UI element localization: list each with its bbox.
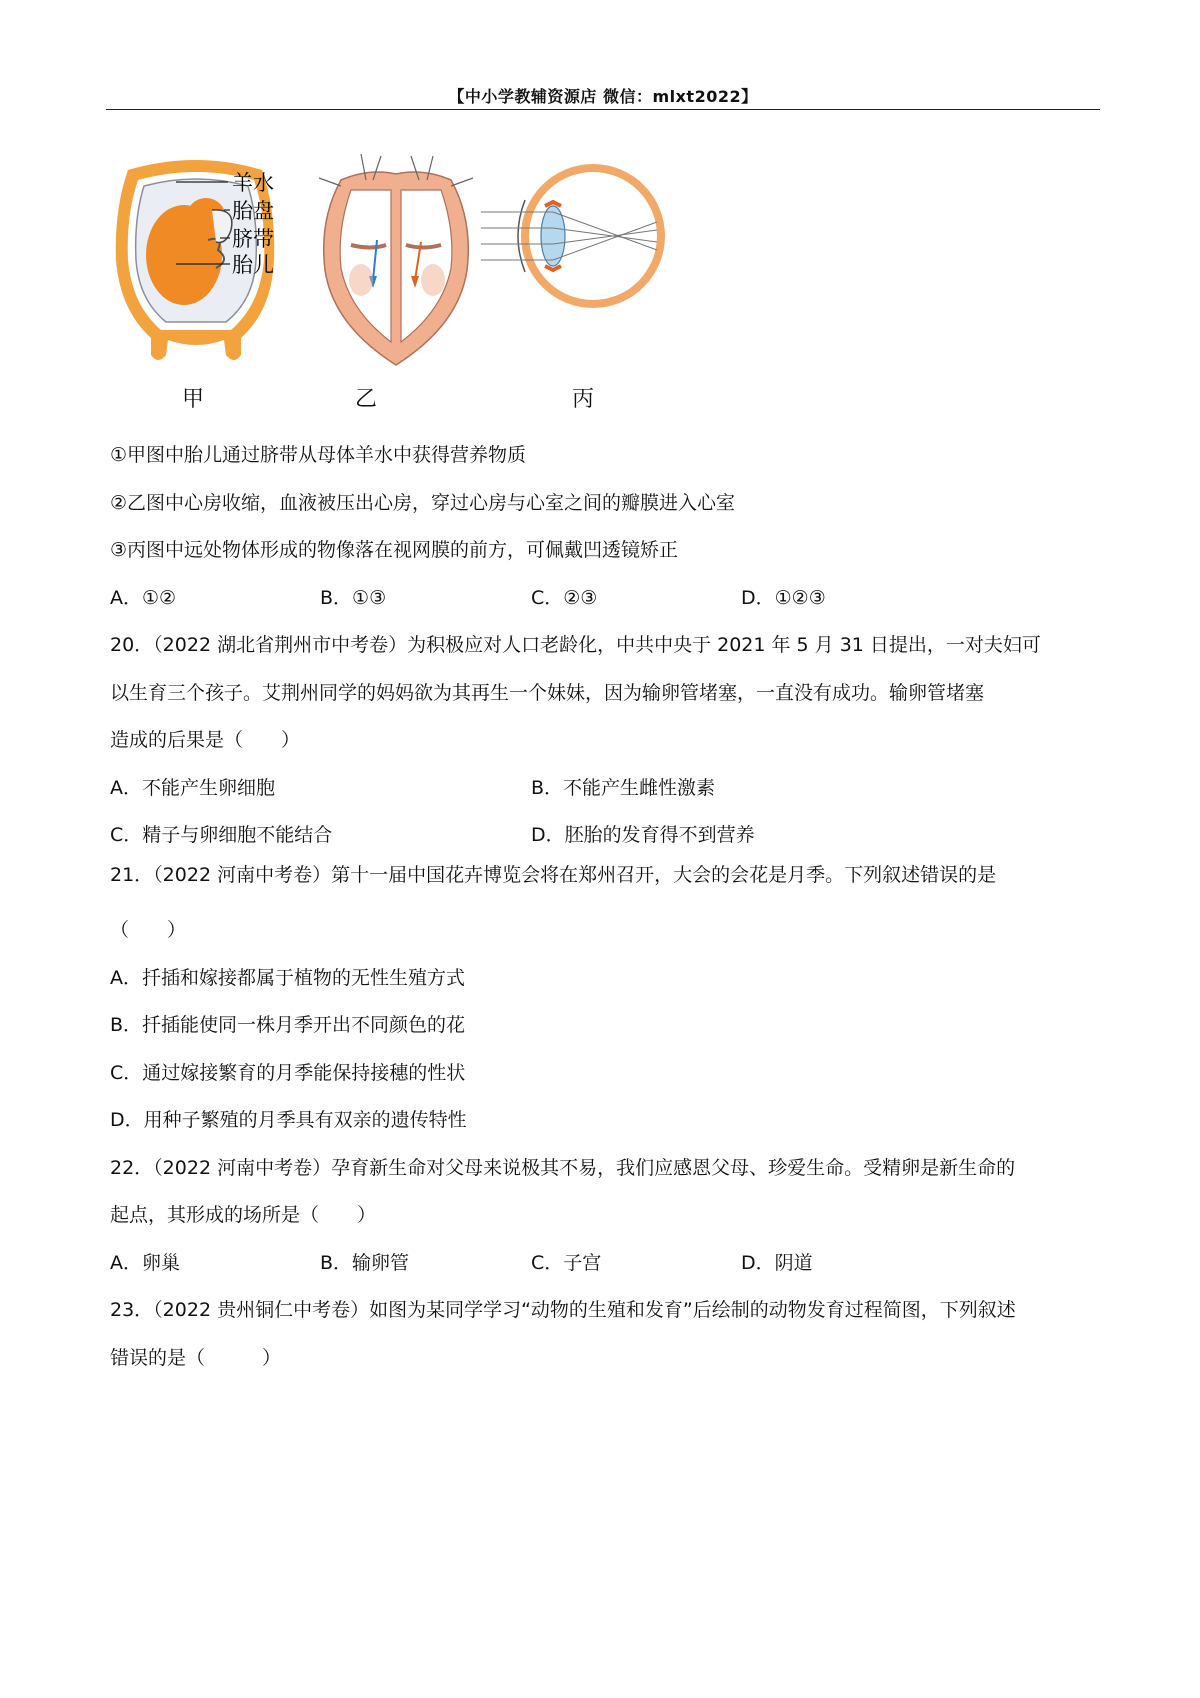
q22-option-c[interactable]: C．子宫 [531, 1252, 602, 1274]
q21-option-d[interactable]: D．用种子繁殖的月季具有双亲的遗传特性 [110, 1109, 467, 1131]
q21-option-c[interactable]: C．通过嫁接繁育的月季能保持接穗的性状 [110, 1062, 466, 1084]
label-placenta: 胎盘 [232, 199, 274, 223]
q23-stem-line-2: 错误的是（ ） [110, 1347, 282, 1369]
uterus-fetus-figure [106, 150, 306, 370]
eye-figure [481, 150, 681, 330]
caption-jia: 甲 [181, 387, 204, 412]
caption-bing: 丙 [571, 387, 594, 412]
caption-yi: 乙 [354, 387, 377, 412]
q22-stem-line-2: 起点，其形成的场所是（ ） [110, 1204, 377, 1226]
header-rule [106, 109, 1100, 110]
q19-statement-2: ②乙图中心房收缩，血液被压出心房，穿过心房与心室之间的瓣膜进入心室 [110, 492, 736, 514]
q21-stem-line-2: （ ） [110, 919, 187, 941]
q20-option-d[interactable]: D．胚胎的发育得不到营养 [531, 824, 755, 846]
q20-option-b[interactable]: B．不能产生雌性激素 [531, 777, 716, 799]
label-umbilical-cord: 脐带 [232, 227, 274, 251]
q19-option-c[interactable]: C．②③ [531, 587, 598, 609]
q22-option-d[interactable]: D．阴道 [741, 1252, 813, 1274]
label-fetus: 胎儿 [232, 253, 274, 277]
q20-option-a[interactable]: A．不能产生卵细胞 [110, 777, 275, 799]
q22-option-a[interactable]: A．卵巢 [110, 1252, 180, 1274]
label-amniotic-fluid: 羊水 [232, 171, 274, 195]
q19-option-a[interactable]: A．①② [110, 587, 177, 609]
q21-option-a[interactable]: A．扦插和嫁接都属于植物的无性生殖方式 [110, 967, 465, 989]
q21-stem-line-1: 21．（2022 河南中考卷）第十一届中国花卉博览会将在郑州召开，大会的会花是月季。下列叙述错误的是 [110, 864, 997, 886]
page-header: 【中小学教辅资源店 微信：mlxt2022】 [448, 87, 758, 106]
q22-option-b[interactable]: B．输卵管 [320, 1252, 410, 1274]
q19-option-b[interactable]: B．①③ [320, 587, 387, 609]
q21-option-b[interactable]: B．扦插能使同一株月季开出不同颜色的花 [110, 1014, 466, 1036]
heart-figure [311, 150, 481, 380]
q20-stem-line-2: 以生育三个孩子。艾荆州同学的妈妈欲为其再生一个妹妹，因为输卵管堵塞，一直没有成功。输卵管堵塞 [110, 682, 985, 704]
q19-statement-3: ③丙图中远处物体形成的物像落在视网膜的前方，可佩戴凹透镜矫正 [110, 539, 679, 561]
q19-statement-1: ①甲图中胎儿通过脐带从母体羊水中获得营养物质 [110, 444, 527, 466]
q20-option-c[interactable]: C．精子与卵细胞不能结合 [110, 824, 333, 846]
q20-stem-line-1: 20．（2022 湖北省荆州市中考卷）为积极应对人口老龄化，中共中央于 2021 年 5 月 31 日提出，一对夫妇可 [110, 634, 1041, 656]
q20-stem-line-3: 造成的后果是（ ） [110, 729, 301, 751]
q19-option-d[interactable]: D．①②③ [741, 587, 826, 609]
q23-stem-line-1: 23．（2022 贵州铜仁中考卷）如图为某同学学习“动物的生殖和发育”后绘制的动物发育过程简图，下列叙述 [110, 1299, 1016, 1321]
q22-stem-line-1: 22．（2022 河南中考卷）孕育新生命对父母来说极其不易，我们应感恩父母、珍爱生命。受精卵是新生命的 [110, 1157, 1016, 1179]
figure-group [106, 150, 666, 420]
